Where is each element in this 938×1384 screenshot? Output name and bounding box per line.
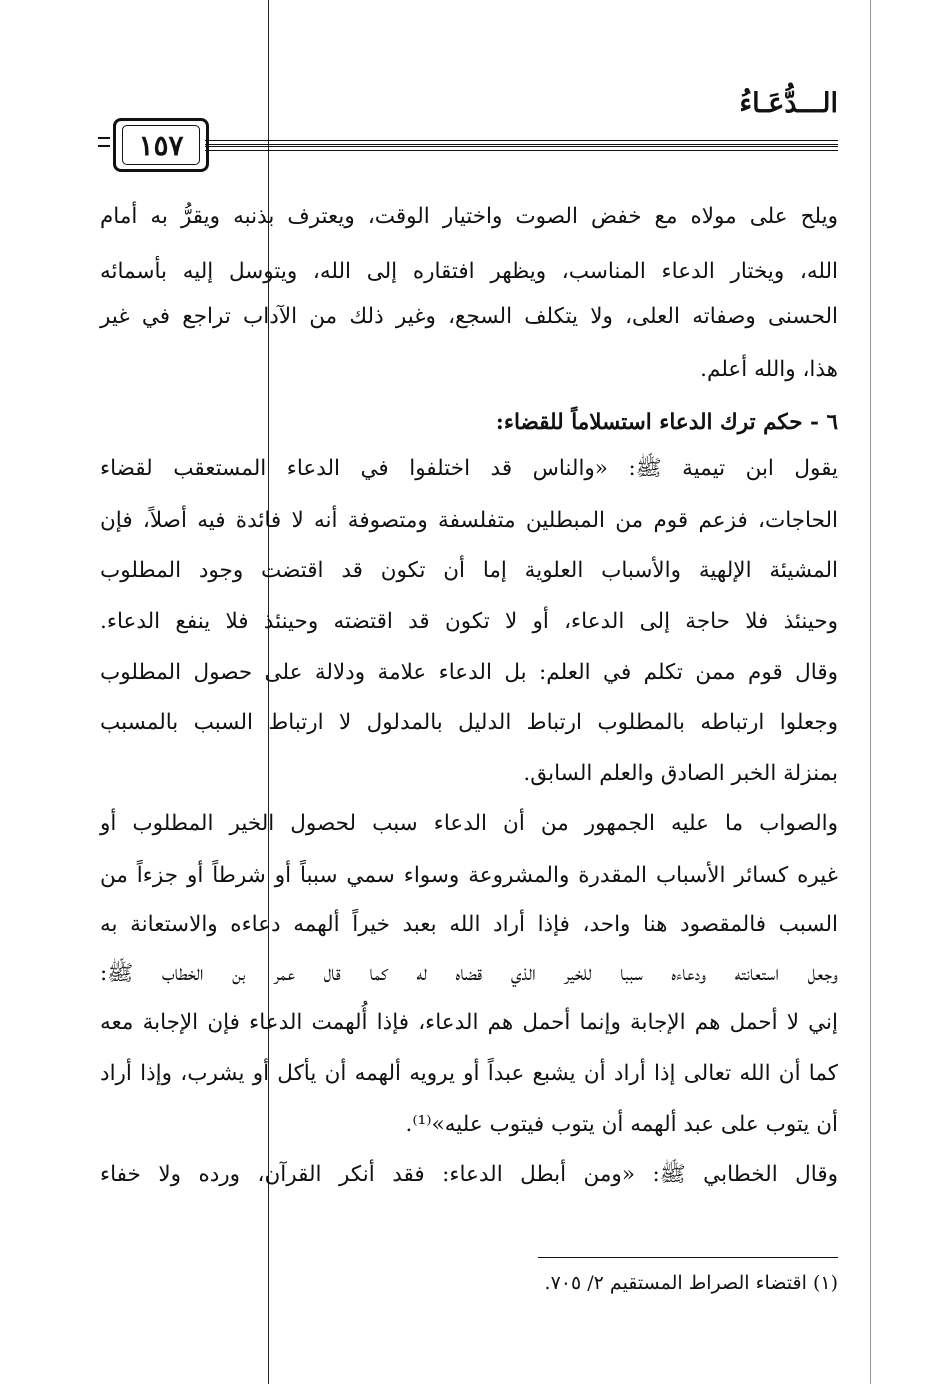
text-line: الحسنى وصفاته العلى، ولا يتكلف السجع، وغير ذلك من الآداب تراجع في غير (100, 304, 838, 329)
text-line: إني لا أحمل هم الإجابة وإنما أحمل هم الدعاء، فإذا أُلهمت الدعاء فإن الإجابة معه (100, 1010, 838, 1035)
text-line: كما أن الله تعالى إذا أراد أن يشبع عبداً أو يرويه ألهمه أن يأكل أو يشرب، وإذا أراد (100, 1061, 838, 1086)
text-line: وجعل استعانته ودعاءه سببا للخير الذي قضاه له كما قال عمر بن الخطاب ﷺ: (100, 961, 838, 986)
text-line: الله، ويختار الدعاء المناسب، ويظهر افتقاره إلى الله، ويتوسل إليه بأسمائه (100, 259, 838, 284)
page-number: ١٥٧ (122, 125, 200, 165)
text-line: وحينئذ فلا حاجة إلى الدعاء، أو لا تكون قد اقتضته وحينئذ فلا ينفع الدعاء. (100, 609, 838, 634)
text-line: ويلح على مولاه مع خفض الصوت واختيار الوقت، ويعترف بذنبه ويقرُّ به أمام (100, 204, 838, 229)
text-line: وقال قوم ممن تكلم في العلم: بل الدعاء علامة ودلالة على حصول المطلوب (100, 660, 838, 685)
text-line: هذا، والله أعلم. (700, 357, 838, 382)
text-line: وقال الخطابي ﷺ: «ومن أبطل الدعاء: فقد أنكر القرآن، ورده ولا خفاء (100, 1162, 838, 1187)
page-number-ornament (98, 145, 110, 147)
text-line: والصواب ما عليه الجمهور من أن الدعاء سبب لحصول الخير المطلوب أو (100, 811, 838, 836)
text-line: غيره كسائر الأسباب المقدرة والمشروعة وسواء سمي سبباً أو شرطاً أو جزءاً من (100, 863, 838, 888)
header-rule (205, 140, 838, 145)
text-line: السبب فالمقصود هنا واحد، فإذا أراد الله بعبد خيراً ألهمه دعاءه والاستعانة به (100, 912, 838, 937)
text-line: بمنزلة الخبر الصادق والعلم السابق. (523, 761, 838, 786)
text-line: أن يتوب على عبد ألهمه أن يتوب فيتوب عليه»⁽¹⁾. (405, 1112, 838, 1137)
footnote: (١) اقتضاء الصراط المستقيم ٢/ ٧٠٥. (544, 1272, 838, 1294)
text-line: وجعلوا ارتباطه بالمطلوب ارتباط الدليل بالمدلول لا ارتباط السبب بالمسبب (100, 710, 838, 735)
page-number-frame (113, 118, 209, 172)
section-heading: ٦ - حكم ترك الدعاء استسلاماً للقضاء: (495, 410, 838, 435)
page-number-ornament (98, 137, 110, 139)
header-rule (205, 146, 838, 151)
text-line: المشيئة الإلهية والأسباب العلوية إما أن تكون قد اقتضت وجود المطلوب (100, 558, 838, 583)
text-line: الحاجات، فزعم قوم من المبطلين متفلسفة ومتصوفة أنه لا فائدة فيه أصلاً، فإن (100, 508, 838, 533)
footnote-rule (538, 1257, 838, 1258)
running-header-title: الـــدُّعَـاءُ (739, 88, 838, 119)
scan-line (870, 0, 871, 1384)
text-line: يقول ابن تيمية ﷺ: «والناس قد اختلفوا في الدعاء المستعقب لقضاء (100, 456, 838, 481)
